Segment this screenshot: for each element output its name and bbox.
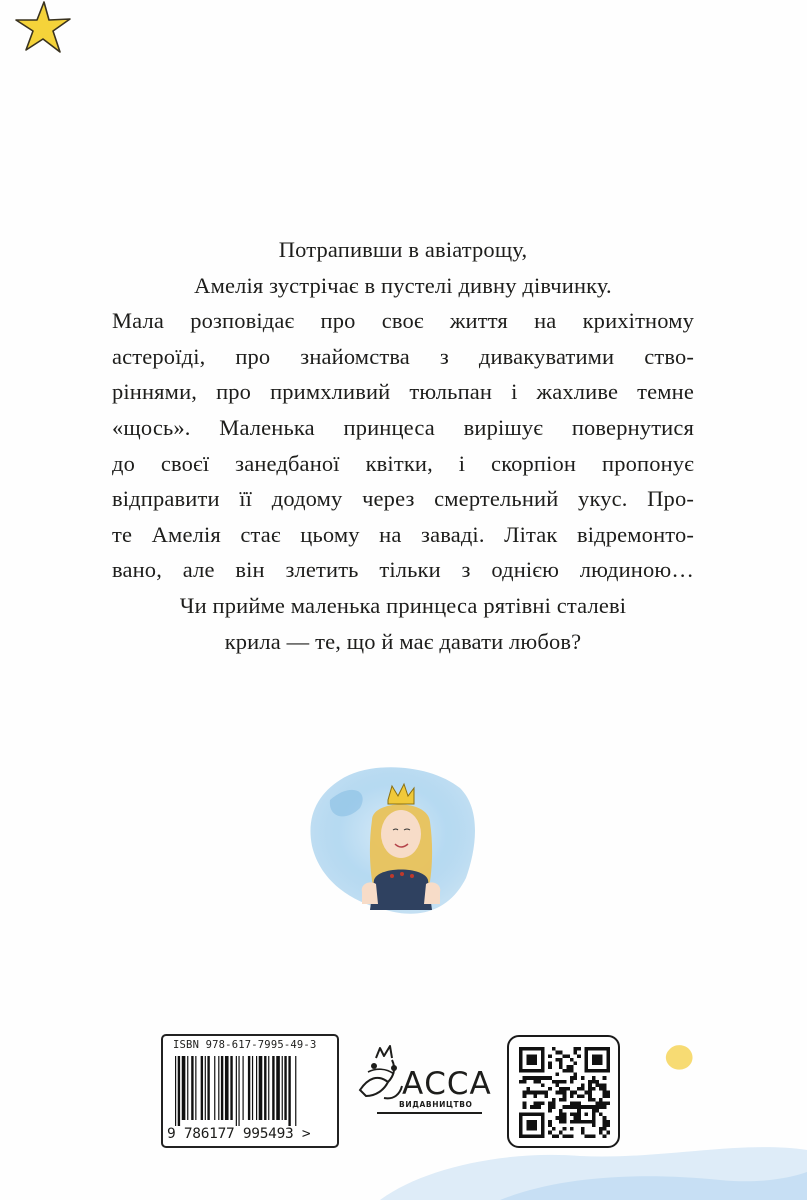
blurb-line: Мала розповідає про своє життя на крихітному [112, 308, 694, 334]
isbn-label: ISBN 978-617-7995-49-3 [173, 1039, 317, 1051]
blurb-line: астероїді, про знайомства з дивакуватими ство- [112, 343, 694, 369]
blurb-line: до своєї занедбаної квітки, і скорпіон пропонує [112, 450, 694, 476]
barcode-digits: 9 786177 995493 > [167, 1126, 311, 1142]
publisher-subtitle: ВИДАВНИЦТВО [399, 1100, 473, 1109]
blurb-line: «щось». Маленька принцеса вирішує повернутися [112, 414, 694, 440]
blurb-line: Амелія зустрічає в пустелі дивну дівчинку. [194, 272, 612, 298]
princess-illustration [300, 760, 480, 935]
book-blurb [112, 232, 694, 659]
blurb-line: крила — те, що й має давати любов? [224, 628, 582, 654]
yellow-watercolor-dot [663, 1042, 695, 1072]
isbn-barcode [161, 1034, 339, 1148]
star-icon [14, 0, 72, 54]
blurb-line: відправити її додому через смертельний укус. Про- [112, 486, 694, 512]
blurb-line: Потрапивши в авіатрощу, [278, 237, 528, 262]
publisher-name: АССА [402, 1066, 492, 1102]
blurb-line: ріннями, про примхливий тюльпан і жахливе темне [112, 379, 694, 405]
logo-divider [377, 1112, 482, 1114]
blurb-line: вано, але він злетить тільки з однією людиною… [112, 557, 694, 583]
blurb-line: те Амелія стає цьому на заваді. Літак відремонто- [112, 521, 694, 547]
barcode-bars [171, 1056, 331, 1126]
watercolor-wash [380, 1120, 807, 1200]
blurb-line: Чи прийме маленька принцеса рятівні сталеві [179, 592, 627, 618]
